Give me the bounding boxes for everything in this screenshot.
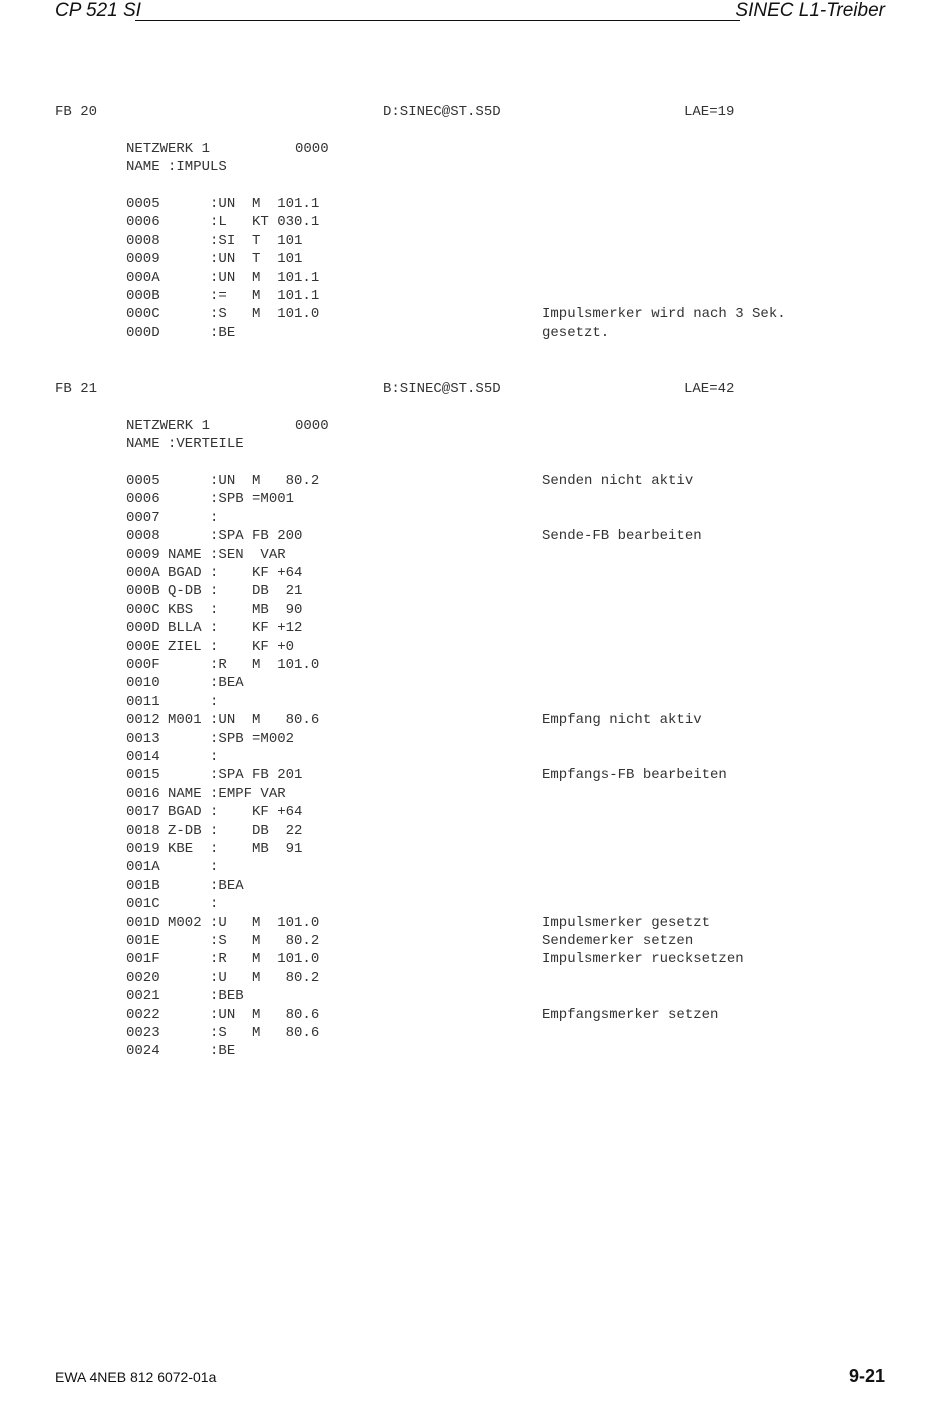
code-line: 0021 :BEB — [126, 988, 244, 1005]
code-comment: gesetzt. — [542, 324, 610, 341]
code-line: 0011 : — [126, 693, 219, 710]
code-comment: Impulsmerker gesetzt — [542, 914, 711, 931]
code-line: 0005 :UN M 80.2 — [126, 473, 320, 489]
code-line: 0008 :SPA FB 200 — [126, 528, 303, 545]
block-name: NAME :IMPULS — [126, 159, 227, 176]
function-block-id: FB 20 — [55, 104, 98, 120]
code-line: 000C KBS : MB 90 — [126, 601, 303, 618]
code-line: 000A BGAD : KF +64 — [126, 565, 303, 581]
header-rule — [135, 20, 740, 21]
header-left-title: CP 521 SI — [55, 0, 141, 21]
code-line: 0013 :SPB =M002 — [126, 730, 295, 747]
code-line: 0006 :SPB =M001 — [126, 491, 295, 508]
code-line: 0015 :SPA FB 201 — [126, 767, 303, 784]
footer-doc-number: EWA 4NEB 812 6072-01a — [55, 1369, 217, 1385]
code-line: 0020 :U M 80.2 — [126, 969, 320, 986]
block-name: NAME :VERTEILE — [126, 436, 244, 453]
code-comment: Senden nicht aktiv — [542, 473, 694, 489]
code-line: 000A :UN M 101.1 — [126, 269, 320, 286]
code-line: 0016 NAME :EMPF VAR — [126, 785, 286, 802]
code-comment: Empfangs-FB bearbeiten — [542, 767, 727, 784]
network-number: 0000 — [295, 140, 329, 157]
code-line: 0009 NAME :SEN VAR — [126, 546, 286, 563]
code-line: 0017 BGAD : KF +64 — [126, 804, 303, 821]
code-line: 000F :R M 101.0 — [126, 657, 320, 673]
code-line: 0010 :BEA — [126, 675, 244, 692]
network-label: NETZWERK 1 — [126, 417, 211, 434]
code-comment: Empfangsmerker setzen — [542, 1006, 719, 1023]
function-block-id: FB 21 — [55, 381, 98, 397]
code-comment: Sende-FB bearbeiten — [542, 528, 702, 545]
code-line: 001D M002 :U M 101.0 — [126, 914, 320, 931]
network-label: NETZWERK 1 — [126, 140, 211, 157]
code-line: 000D BLLA : KF +12 — [126, 620, 303, 637]
network-number: 0000 — [295, 417, 329, 434]
block-length: LAE=19 — [684, 104, 735, 120]
code-line: 0005 :UN M 101.1 — [126, 196, 320, 212]
code-line: 0008 :SI T 101 — [126, 232, 303, 249]
code-line: 000C :S M 101.0 — [126, 306, 320, 323]
code-line: 0023 :S M 80.6 — [126, 1025, 320, 1041]
block-length: LAE=42 — [684, 381, 735, 397]
code-line: 0007 : — [126, 509, 219, 526]
code-comment: Empfang nicht aktiv — [542, 712, 702, 729]
code-line: 001C : — [126, 896, 219, 913]
code-line: 0022 :UN M 80.6 — [126, 1006, 320, 1023]
page-number: 9-21 — [848, 1366, 885, 1386]
code-line: 000B Q-DB : DB 21 — [126, 583, 303, 600]
header-right-title: SINEC L1-Treiber — [735, 0, 885, 21]
source-file: D:SINEC@ST.S5D — [383, 104, 501, 120]
code-line: 0014 : — [126, 749, 219, 765]
code-line: 000D :BE — [126, 324, 236, 341]
code-line: 0009 :UN T 101 — [126, 251, 303, 268]
source-file: B:SINEC@ST.S5D — [383, 381, 501, 397]
code-comment: Sendemerker setzen — [542, 933, 694, 949]
code-line: 0024 :BE — [126, 1043, 236, 1060]
code-line: 001E :S M 80.2 — [126, 933, 320, 949]
code-line: 0006 :L KT 030.1 — [126, 214, 320, 231]
code-line: 0019 KBE : MB 91 — [126, 841, 303, 857]
code-comment: Impulsmerker ruecksetzen — [542, 951, 744, 968]
code-line: 0012 M001 :UN M 80.6 — [126, 712, 320, 729]
code-line: 0018 Z-DB : DB 22 — [126, 822, 303, 839]
code-line: 001B :BEA — [126, 877, 244, 894]
code-line: 001F :R M 101.0 — [126, 951, 320, 968]
code-comment: Impulsmerker wird nach 3 Sek. — [542, 306, 786, 323]
code-line: 001A : — [126, 859, 219, 876]
code-line: 000E ZIEL : KF +0 — [126, 638, 295, 655]
code-line: 000B := M 101.1 — [126, 288, 320, 304]
